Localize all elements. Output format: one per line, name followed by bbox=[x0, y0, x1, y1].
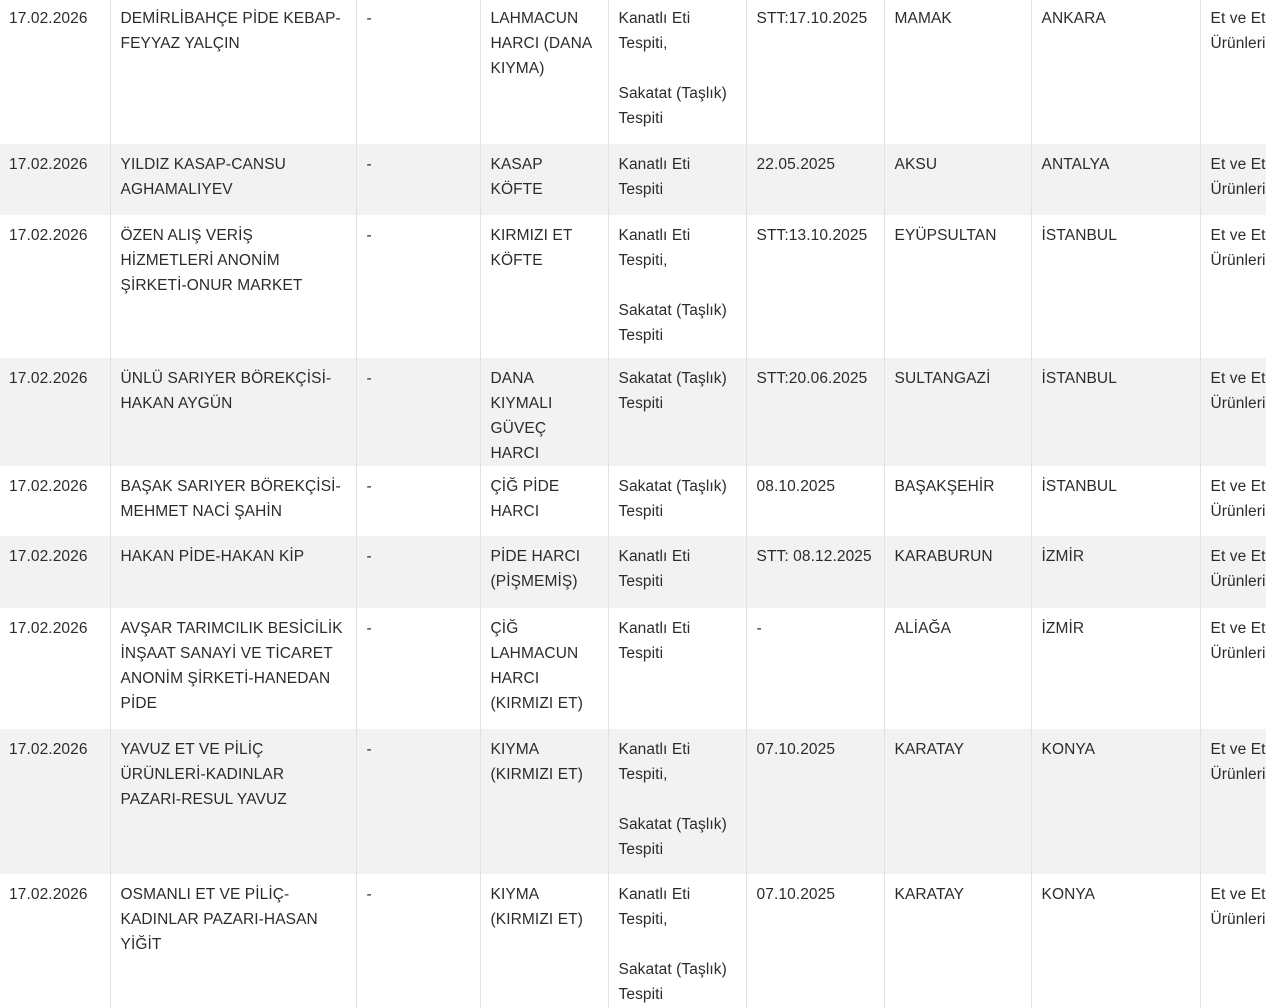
city-cell: İSTANBUL bbox=[1031, 466, 1200, 536]
finding-text: Kanatlı Eti Tespiti, bbox=[618, 227, 691, 269]
finding-text: Kanatlı Eti Tespiti, bbox=[618, 741, 691, 783]
finding-cell bbox=[608, 215, 746, 358]
city-cell: KONYA bbox=[1031, 729, 1200, 874]
lot-cell: STT:20.06.2025 bbox=[746, 358, 884, 466]
finding-text: Sakatat (Taşlık) Tespiti bbox=[618, 370, 727, 412]
lot-cell: - bbox=[746, 608, 884, 729]
finding-cell bbox=[608, 0, 746, 144]
table-row bbox=[0, 608, 1266, 729]
finding-cell bbox=[608, 358, 746, 466]
firm-cell: ÜNLÜ SARIYER BÖREKÇİSİ-HAKAN AYGÜN bbox=[110, 358, 356, 466]
product-cell: DANA KIYMALI GÜVEÇ HARCI bbox=[480, 358, 608, 466]
product-group-cell bbox=[1200, 358, 1266, 466]
table-row bbox=[0, 144, 1266, 215]
city-cell: İZMİR bbox=[1031, 536, 1200, 608]
city-cell: ANTALYA bbox=[1031, 144, 1200, 215]
product-group-text: Et ve Et Ürünleri bbox=[1210, 227, 1266, 269]
firm-cell: DEMİRLİBAHÇE PİDE KEBAP-FEYYAZ YALÇIN bbox=[110, 0, 356, 144]
product-cell: ÇİĞ PİDE HARCI bbox=[480, 466, 608, 536]
finding-text: Sakatat (Taşlık) Tespiti bbox=[618, 85, 727, 127]
finding-cell bbox=[608, 874, 746, 1008]
table-row bbox=[0, 874, 1266, 1008]
lot-cell: 22.05.2025 bbox=[746, 144, 884, 215]
brand-cell: - bbox=[356, 144, 480, 215]
city-cell: İZMİR bbox=[1031, 608, 1200, 729]
lot-cell: 07.10.2025 bbox=[746, 874, 884, 1008]
finding-text: Kanatlı Eti Tespiti bbox=[618, 620, 691, 662]
date-cell: 17.02.2026 bbox=[0, 358, 110, 466]
finding-cell bbox=[608, 466, 746, 536]
lot-cell: 07.10.2025 bbox=[746, 729, 884, 874]
district-cell: SULTANGAZİ bbox=[884, 358, 1031, 466]
product-group-cell bbox=[1200, 144, 1266, 215]
product-cell: KIRMIZI ET KÖFTE bbox=[480, 215, 608, 358]
table-row bbox=[0, 466, 1266, 536]
finding-cell bbox=[608, 729, 746, 874]
district-cell: MAMAK bbox=[884, 0, 1031, 144]
lot-cell: 08.10.2025 bbox=[746, 466, 884, 536]
date-cell: 17.02.2026 bbox=[0, 536, 110, 608]
finding-cell bbox=[608, 144, 746, 215]
city-cell: ANKARA bbox=[1031, 0, 1200, 144]
table-row bbox=[0, 215, 1266, 358]
product-group-cell bbox=[1200, 215, 1266, 358]
district-cell: EYÜPSULTAN bbox=[884, 215, 1031, 358]
finding-text: Kanatlı Eti Tespiti bbox=[618, 548, 691, 590]
firm-cell: ÖZEN ALIŞ VERİŞ HİZMETLERİ ANONİM ŞİRKETİ-ONUR MARKET bbox=[110, 215, 356, 358]
firm-cell: OSMANLI ET VE PİLİÇ-KADINLAR PAZARI-HASAN YİĞİT bbox=[110, 874, 356, 1008]
lot-cell: STT:13.10.2025 bbox=[746, 215, 884, 358]
firm-cell: YAVUZ ET VE PİLİÇ ÜRÜNLERİ-KADINLAR PAZARI-RESUL YAVUZ bbox=[110, 729, 356, 874]
product-group-cell bbox=[1200, 608, 1266, 729]
brand-cell: - bbox=[356, 215, 480, 358]
product-group-text: Et ve Et Ürünleri bbox=[1210, 156, 1266, 198]
finding-text: Sakatat (Taşlık) Tespiti bbox=[618, 961, 727, 1003]
finding-cell bbox=[608, 536, 746, 608]
brand-cell: - bbox=[356, 608, 480, 729]
firm-cell: AVŞAR TARIMCILIK BESİCİLİK İNŞAAT SANAYİ VE TİCARET ANONİM ŞİRKETİ-HANEDAN PİDE bbox=[110, 608, 356, 729]
product-group-text: Et ve Et Ürünleri bbox=[1210, 620, 1266, 662]
finding-text: Kanatlı Eti Tespiti, bbox=[618, 886, 691, 928]
date-cell: 17.02.2026 bbox=[0, 466, 110, 536]
district-cell: KARABURUN bbox=[884, 536, 1031, 608]
lot-cell: STT: 08.12.2025 bbox=[746, 536, 884, 608]
date-cell: 17.02.2026 bbox=[0, 874, 110, 1008]
city-cell: İSTANBUL bbox=[1031, 358, 1200, 466]
firm-cell: HAKAN PİDE-HAKAN KİP bbox=[110, 536, 356, 608]
right-edge-strip bbox=[1266, 0, 1280, 1008]
district-cell: BAŞAKŞEHİR bbox=[884, 466, 1031, 536]
district-cell: KARATAY bbox=[884, 729, 1031, 874]
finding-text: Sakatat (Taşlık) Tespiti bbox=[618, 478, 727, 520]
product-group-text: Et ve Et Ürünleri bbox=[1210, 478, 1266, 520]
date-cell: 17.02.2026 bbox=[0, 729, 110, 874]
product-group-text: Et ve Et Ürünleri bbox=[1210, 741, 1266, 783]
district-cell: KARATAY bbox=[884, 874, 1031, 1008]
product-cell: KASAP KÖFTE bbox=[480, 144, 608, 215]
brand-cell: - bbox=[356, 874, 480, 1008]
district-cell: ALİAĞA bbox=[884, 608, 1031, 729]
city-cell: KONYA bbox=[1031, 874, 1200, 1008]
product-group-text: Et ve Et Ürünleri bbox=[1210, 548, 1266, 590]
finding-text: Kanatlı Eti Tespiti, bbox=[618, 10, 691, 52]
finding-text: Sakatat (Taşlık) Tespiti bbox=[618, 302, 727, 344]
finding-text: Kanatlı Eti Tespiti bbox=[618, 156, 691, 198]
district-cell: AKSU bbox=[884, 144, 1031, 215]
table-row bbox=[0, 536, 1266, 608]
firm-cell: YILDIZ KASAP-CANSU AGHAMALIYEV bbox=[110, 144, 356, 215]
product-cell: ÇİĞ LAHMACUN HARCI (KIRMIZI ET) bbox=[480, 608, 608, 729]
brand-cell: - bbox=[356, 358, 480, 466]
date-cell: 17.02.2026 bbox=[0, 608, 110, 729]
table-row bbox=[0, 358, 1266, 466]
product-group-cell bbox=[1200, 0, 1266, 144]
lot-cell: STT:17.10.2025 bbox=[746, 0, 884, 144]
table-row bbox=[0, 729, 1266, 874]
date-cell: 17.02.2026 bbox=[0, 0, 110, 144]
product-cell: LAHMACUN HARCI (DANA KIYMA) bbox=[480, 0, 608, 144]
finding-text: Sakatat (Taşlık) Tespiti bbox=[618, 816, 727, 858]
finding-cell bbox=[608, 608, 746, 729]
product-cell: PİDE HARCI (PİŞMEMİŞ) bbox=[480, 536, 608, 608]
product-group-cell bbox=[1200, 729, 1266, 874]
product-cell: KIYMA (KIRMIZI ET) bbox=[480, 729, 608, 874]
product-group-cell bbox=[1200, 466, 1266, 536]
product-group-text: Et ve Et Ürünleri bbox=[1210, 886, 1266, 928]
date-cell: 17.02.2026 bbox=[0, 215, 110, 358]
product-group-text: Et ve Et Ürünleri bbox=[1210, 10, 1266, 52]
product-cell: KIYMA (KIRMIZI ET) bbox=[480, 874, 608, 1008]
product-group-cell bbox=[1200, 536, 1266, 608]
city-cell: İSTANBUL bbox=[1031, 215, 1200, 358]
brand-cell: - bbox=[356, 536, 480, 608]
date-cell: 17.02.2026 bbox=[0, 144, 110, 215]
product-group-cell bbox=[1200, 874, 1266, 1008]
brand-cell: - bbox=[356, 729, 480, 874]
firm-cell: BAŞAK SARIYER BÖREKÇİSİ-MEHMET NACİ ŞAHİN bbox=[110, 466, 356, 536]
brand-cell: - bbox=[356, 0, 480, 144]
brand-cell: - bbox=[356, 466, 480, 536]
product-group-text: Et ve Et Ürünleri bbox=[1210, 370, 1266, 412]
table-row bbox=[0, 0, 1266, 144]
